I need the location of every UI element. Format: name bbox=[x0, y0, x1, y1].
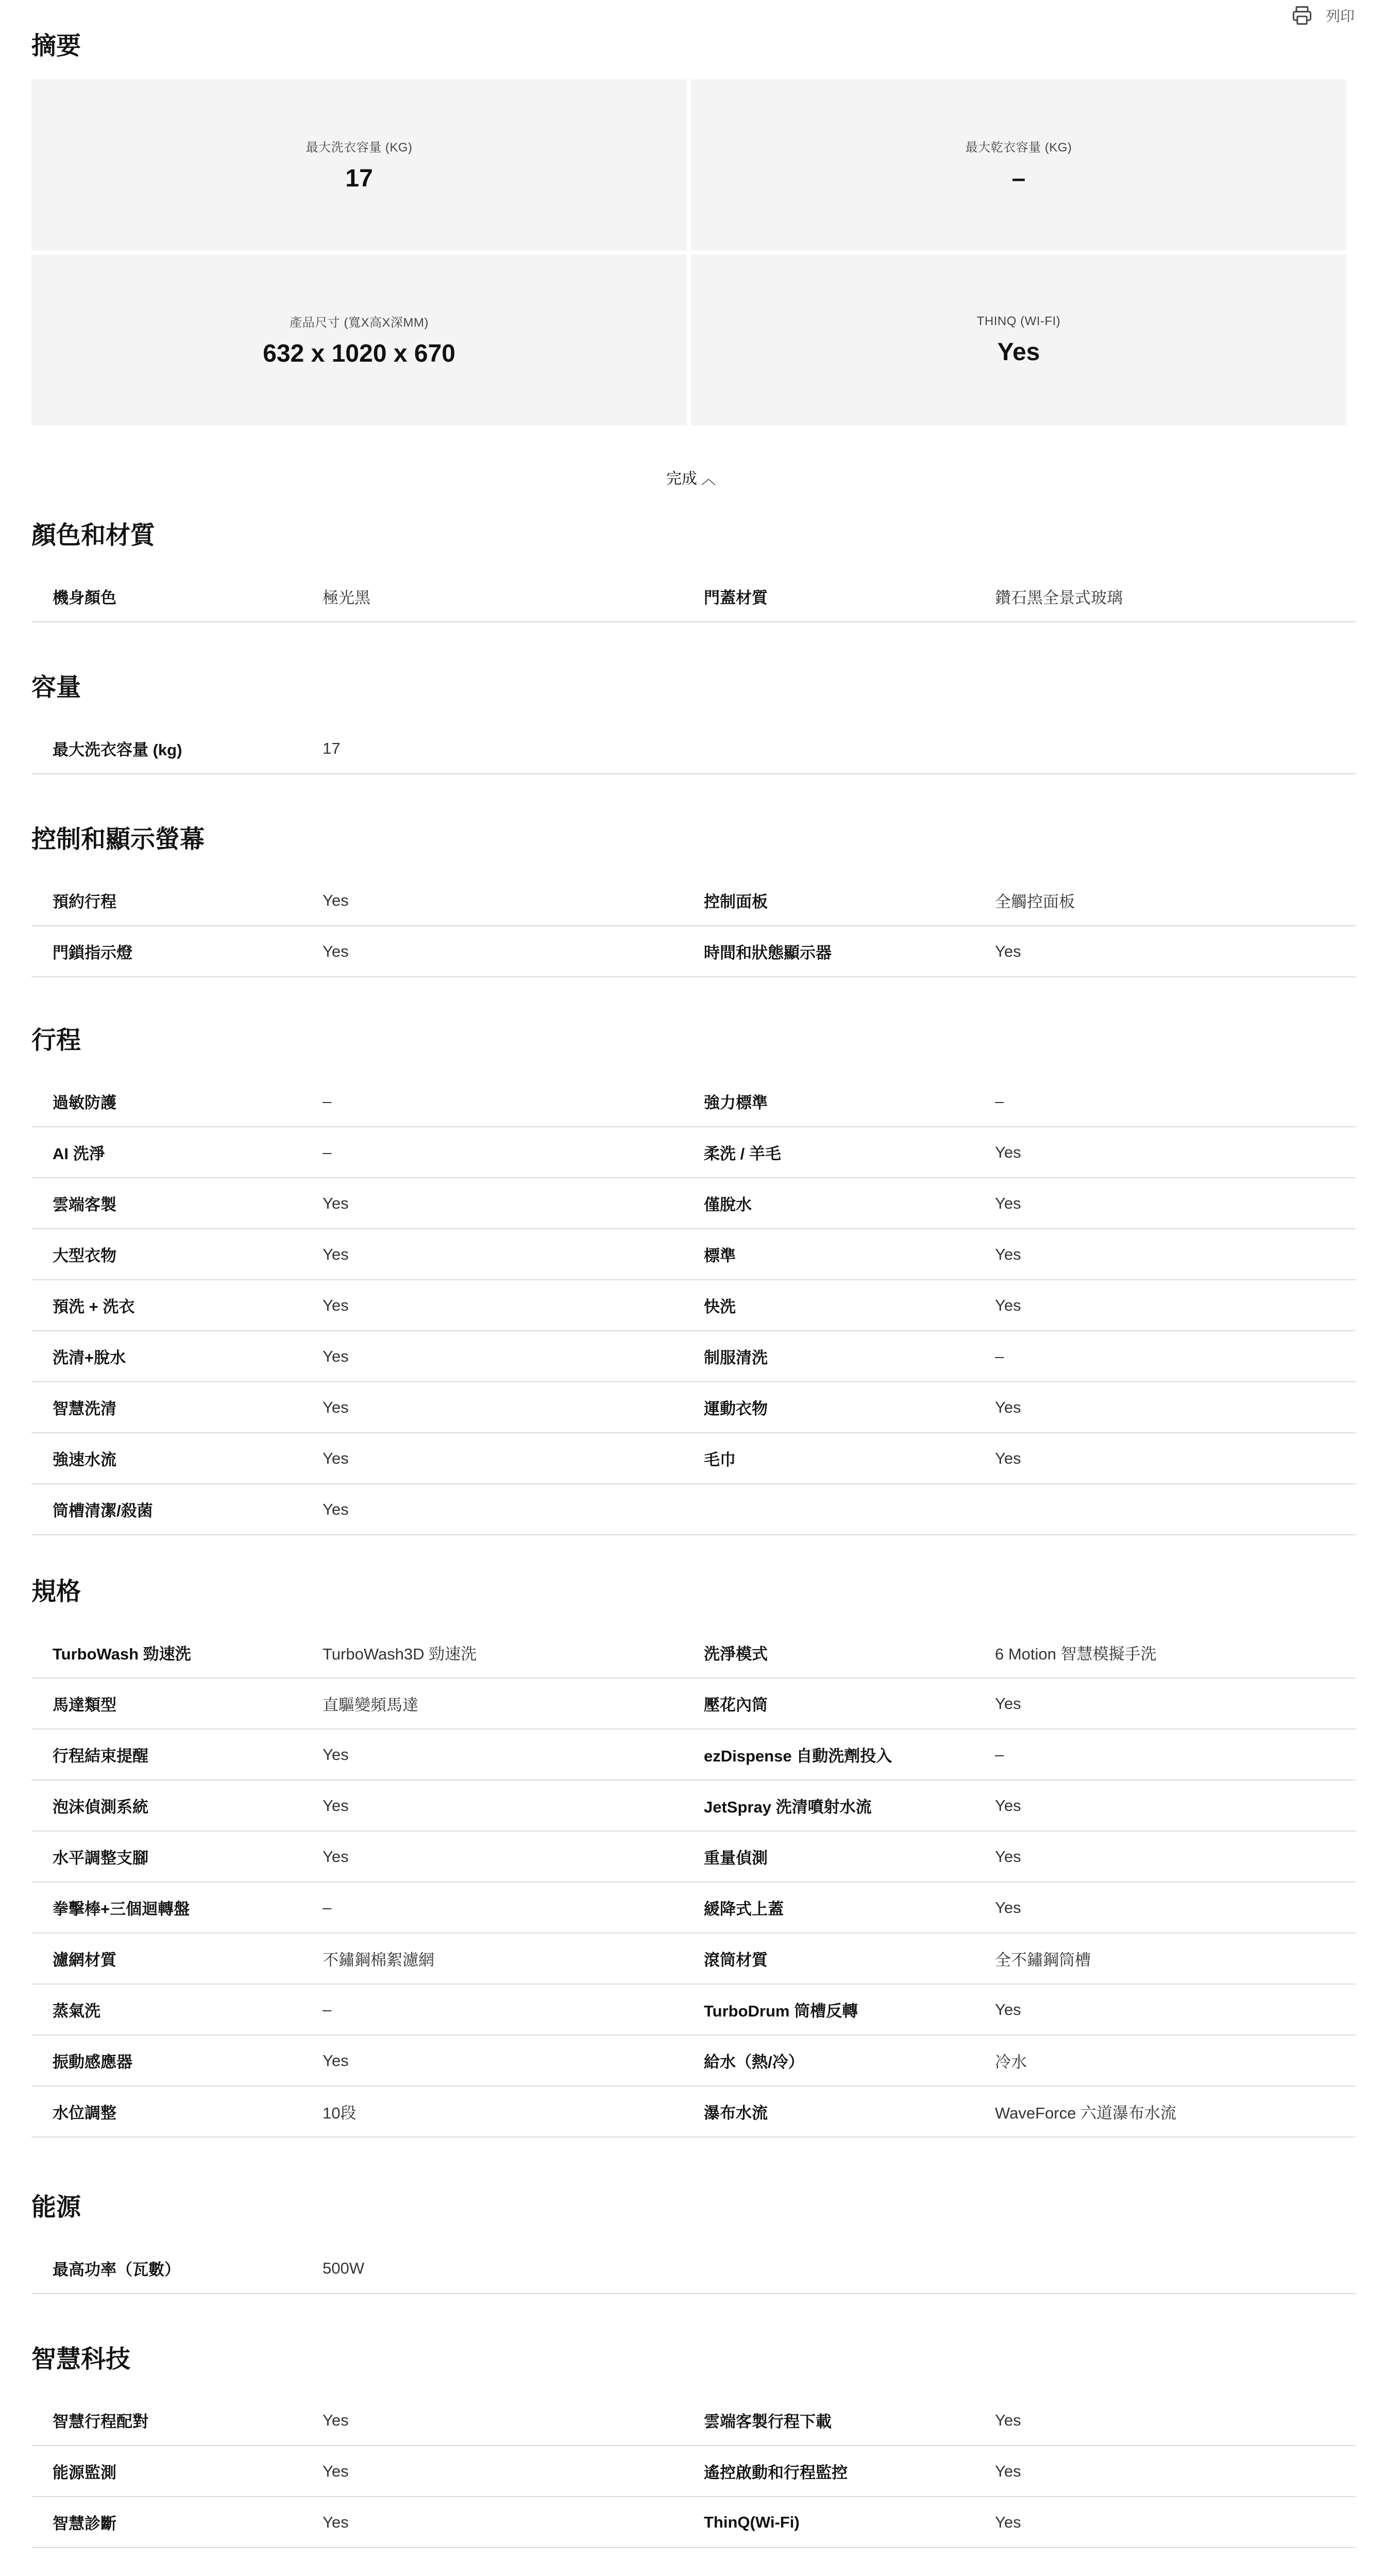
spec-value: – bbox=[323, 1898, 332, 1917]
spec-value: – bbox=[323, 2000, 332, 2019]
spec-label: 蒸氣洗 bbox=[53, 2002, 100, 2020]
spec-value: Yes bbox=[995, 1847, 1021, 1866]
spec-value: Yes bbox=[995, 1143, 1021, 1161]
spec-label: 門蓋材質 bbox=[704, 589, 768, 607]
summary-title: 摘要 bbox=[31, 32, 81, 60]
collapse-label: 完成 bbox=[666, 470, 697, 487]
spec-row bbox=[31, 2036, 1356, 2087]
spec-value: – bbox=[323, 1143, 332, 1161]
spec-value: Yes bbox=[323, 942, 349, 960]
spec-label: 智慧洗清 bbox=[53, 1400, 116, 1418]
spec-value: Yes bbox=[323, 1847, 349, 1866]
spec-row bbox=[31, 1331, 1356, 1382]
spec-row bbox=[31, 1382, 1356, 1433]
spec-label: 僅脫水 bbox=[704, 1196, 752, 1214]
spec-value: Yes bbox=[995, 1694, 1021, 1713]
spec-value: 10段 bbox=[323, 2104, 357, 2122]
section-title: 控制和顯示螢幕 bbox=[31, 826, 205, 853]
spec-row bbox=[31, 1832, 1356, 1883]
spec-label: 水平調整支腳 bbox=[53, 1849, 148, 1867]
spec-row bbox=[31, 1730, 1356, 1781]
spec-value: Yes bbox=[995, 1398, 1021, 1416]
summary-cell-thinq bbox=[691, 255, 1346, 426]
spec-label: 洗淨模式 bbox=[704, 1645, 768, 1663]
spec-section bbox=[31, 2339, 1356, 2548]
spec-label: 遙控啟動和行程監控 bbox=[704, 2464, 848, 2482]
spec-row bbox=[31, 571, 1356, 622]
spec-row bbox=[31, 1883, 1356, 1934]
spec-label: 能源監測 bbox=[53, 2464, 116, 2482]
spec-label: AI 洗淨 bbox=[53, 1145, 105, 1163]
section-title: 行程 bbox=[31, 1027, 81, 1054]
spec-value: Yes bbox=[323, 1296, 349, 1314]
summary-value: 17 bbox=[345, 165, 373, 192]
spec-value: Yes bbox=[323, 2462, 349, 2480]
spec-value: – bbox=[995, 1745, 1004, 1764]
print-button[interactable] bbox=[1291, 4, 1355, 27]
spec-label: 洗清+脫水 bbox=[53, 1349, 126, 1367]
collapse-button[interactable] bbox=[31, 466, 1350, 488]
spec-label: 馬達類型 bbox=[53, 1696, 116, 1714]
section-title: 規格 bbox=[31, 1578, 81, 1605]
spec-section bbox=[31, 819, 1356, 977]
section-title: 能源 bbox=[31, 2194, 81, 2221]
spec-row bbox=[31, 2087, 1356, 2138]
spec-row bbox=[31, 1433, 1356, 1484]
spec-section bbox=[31, 1571, 1356, 2138]
spec-label: 制服清洗 bbox=[704, 1349, 768, 1367]
section-title: 容量 bbox=[31, 674, 81, 701]
summary-cell-dry-capacity bbox=[691, 79, 1346, 250]
spec-row bbox=[31, 1934, 1356, 1985]
spec-row bbox=[31, 723, 1356, 774]
spec-value: TurboWash3D 勁速洗 bbox=[323, 1645, 477, 1663]
spec-row bbox=[31, 2395, 1356, 2446]
summary-value: – bbox=[1011, 165, 1026, 192]
spec-value: 不鏽鋼棉絮濾網 bbox=[323, 1951, 434, 1969]
summary-cell-wash-capacity bbox=[31, 79, 687, 250]
spec-label: 預約行程 bbox=[53, 893, 116, 911]
spec-row bbox=[31, 1280, 1356, 1331]
print-label: 列印 bbox=[1325, 8, 1355, 24]
spec-label: 快洗 bbox=[704, 1298, 736, 1316]
summary-label: 最大洗衣容量 (KG) bbox=[306, 141, 413, 155]
spec-label: 標準 bbox=[704, 1247, 736, 1265]
spec-section bbox=[31, 2187, 1356, 2294]
spec-label: 智慧診斷 bbox=[53, 2515, 116, 2533]
spec-value: Yes bbox=[323, 1449, 349, 1467]
spec-value: Yes bbox=[995, 2513, 1021, 2531]
summary-label: 產品尺寸 (寬X高X深MM) bbox=[290, 316, 429, 330]
spec-label: 瀑布水流 bbox=[704, 2104, 768, 2122]
spec-row bbox=[31, 1985, 1356, 2036]
spec-value: – bbox=[995, 1092, 1004, 1110]
spec-label: 最大洗衣容量 (kg) bbox=[53, 741, 182, 759]
spec-value: Yes bbox=[323, 1745, 349, 1764]
spec-row bbox=[31, 1178, 1356, 1229]
spec-label: 大型衣物 bbox=[53, 1247, 116, 1265]
spec-label: 泡沫偵測系統 bbox=[53, 1798, 148, 1816]
spec-label: 濾網材質 bbox=[53, 1951, 116, 1969]
spec-label: 強速水流 bbox=[53, 1451, 116, 1469]
summary-label: 最大乾衣容量 (KG) bbox=[965, 141, 1072, 155]
spec-value: Yes bbox=[323, 2051, 349, 2070]
spec-row bbox=[31, 1076, 1356, 1127]
spec-value: 極光黑 bbox=[323, 589, 370, 607]
spec-value: Yes bbox=[323, 1245, 349, 1263]
spec-label: 過敏防護 bbox=[53, 1094, 116, 1112]
summary-cell-dimensions bbox=[31, 255, 687, 426]
spec-value: 17 bbox=[323, 739, 341, 757]
spec-label: 雲端客製行程下載 bbox=[704, 2413, 832, 2431]
section-title: 智慧科技 bbox=[31, 2346, 131, 2373]
spec-row bbox=[31, 1679, 1356, 1730]
spec-row bbox=[31, 926, 1356, 977]
spec-value: 全不鏽鋼筒槽 bbox=[995, 1951, 1091, 1969]
spec-row bbox=[31, 1484, 1356, 1535]
spec-label: TurboDrum 筒槽反轉 bbox=[704, 2002, 858, 2020]
spec-value: 冷水 bbox=[995, 2053, 1027, 2071]
spec-value: Yes bbox=[323, 1796, 349, 1815]
spec-label: 預洗 + 洗衣 bbox=[53, 1298, 135, 1316]
spec-label: 壓花內筒 bbox=[704, 1696, 768, 1714]
spec-row bbox=[31, 875, 1356, 926]
spec-label: 控制面板 bbox=[704, 893, 768, 911]
spec-value: – bbox=[323, 1092, 332, 1110]
spec-label: ezDispense 自動洗劑投入 bbox=[704, 1747, 892, 1765]
spec-value: Yes bbox=[995, 2462, 1021, 2480]
spec-label: 雲端客製 bbox=[53, 1196, 116, 1214]
spec-label: 給水（熱/冷） bbox=[704, 2053, 804, 2071]
section-title: 顏色和材質 bbox=[31, 522, 156, 549]
spec-value: Yes bbox=[995, 1449, 1021, 1467]
spec-value: Yes bbox=[323, 891, 349, 909]
spec-value: Yes bbox=[995, 2000, 1021, 2019]
spec-row bbox=[31, 1127, 1356, 1178]
printer-icon bbox=[1291, 4, 1313, 27]
summary-value: Yes bbox=[997, 338, 1040, 366]
spec-value: WaveForce 六道瀑布水流 bbox=[995, 2104, 1176, 2122]
spec-row bbox=[31, 2243, 1356, 2294]
spec-label: 滾筒材質 bbox=[704, 1951, 768, 1969]
spec-value: Yes bbox=[995, 1796, 1021, 1815]
spec-value: Yes bbox=[995, 942, 1021, 960]
spec-value: Yes bbox=[323, 1194, 349, 1212]
spec-value: – bbox=[995, 1347, 1004, 1365]
spec-row bbox=[31, 1229, 1356, 1280]
spec-section bbox=[31, 1020, 1356, 1535]
spec-row bbox=[31, 2446, 1356, 2497]
spec-row bbox=[31, 2497, 1356, 2548]
spec-label: 行程結束提醒 bbox=[53, 1747, 148, 1765]
summary-value: 632 x 1020 x 670 bbox=[263, 340, 455, 367]
spec-row bbox=[31, 1781, 1356, 1832]
spec-value: Yes bbox=[995, 1898, 1021, 1917]
spec-value: Yes bbox=[323, 1500, 349, 1518]
spec-label: TurboWash 勁速洗 bbox=[53, 1645, 191, 1663]
spec-section bbox=[31, 515, 1356, 622]
spec-value: Yes bbox=[323, 1347, 349, 1365]
spec-label: 強力標準 bbox=[704, 1094, 768, 1112]
spec-value: 全觸控面板 bbox=[995, 893, 1075, 911]
spec-label: 毛巾 bbox=[704, 1451, 736, 1469]
spec-value: Yes bbox=[323, 2513, 349, 2531]
spec-value: Yes bbox=[995, 1194, 1021, 1212]
spec-label: 機身顏色 bbox=[53, 589, 116, 607]
spec-label: 門鎖指示燈 bbox=[53, 944, 132, 962]
spec-label: 柔洗 / 羊毛 bbox=[704, 1145, 781, 1163]
spec-label: 運動衣物 bbox=[704, 1400, 768, 1418]
spec-label: ThinQ(Wi-Fi) bbox=[704, 2513, 800, 2531]
spec-value: 鑽石黑全景式玻璃 bbox=[995, 589, 1123, 607]
spec-value: Yes bbox=[995, 2411, 1021, 2429]
summary-grid bbox=[31, 79, 1350, 426]
spec-label: 拳擊棒+三個迴轉盤 bbox=[53, 1900, 190, 1918]
spec-label: 最高功率（瓦數） bbox=[53, 2261, 180, 2279]
spec-label: 時間和狀態顯示器 bbox=[704, 944, 832, 962]
spec-label: 緩降式上蓋 bbox=[704, 1900, 784, 1918]
spec-label: 智慧行程配對 bbox=[53, 2413, 148, 2431]
spec-value: 6 Motion 智慧模擬手洗 bbox=[995, 1645, 1157, 1663]
spec-label: 筒槽清潔/殺菌 bbox=[53, 1502, 153, 1520]
spec-value: 500W bbox=[323, 2259, 364, 2277]
spec-label: JetSpray 洗清噴射水流 bbox=[704, 1798, 872, 1816]
spec-label: 振動感應器 bbox=[53, 2053, 132, 2071]
spec-row bbox=[31, 1628, 1356, 1679]
spec-value: Yes bbox=[323, 1398, 349, 1416]
spec-value: 直驅變頻馬達 bbox=[323, 1696, 418, 1714]
spec-value: Yes bbox=[995, 1296, 1021, 1314]
spec-value: Yes bbox=[323, 2411, 349, 2429]
summary-label: THINQ (WI-FI) bbox=[976, 314, 1061, 328]
spec-label: 水位調整 bbox=[53, 2104, 116, 2122]
spec-label: 重量偵測 bbox=[704, 1849, 768, 1867]
spec-section bbox=[31, 667, 1356, 774]
chevron-up-icon: ︿ bbox=[701, 471, 716, 487]
spec-value: Yes bbox=[995, 1245, 1021, 1263]
